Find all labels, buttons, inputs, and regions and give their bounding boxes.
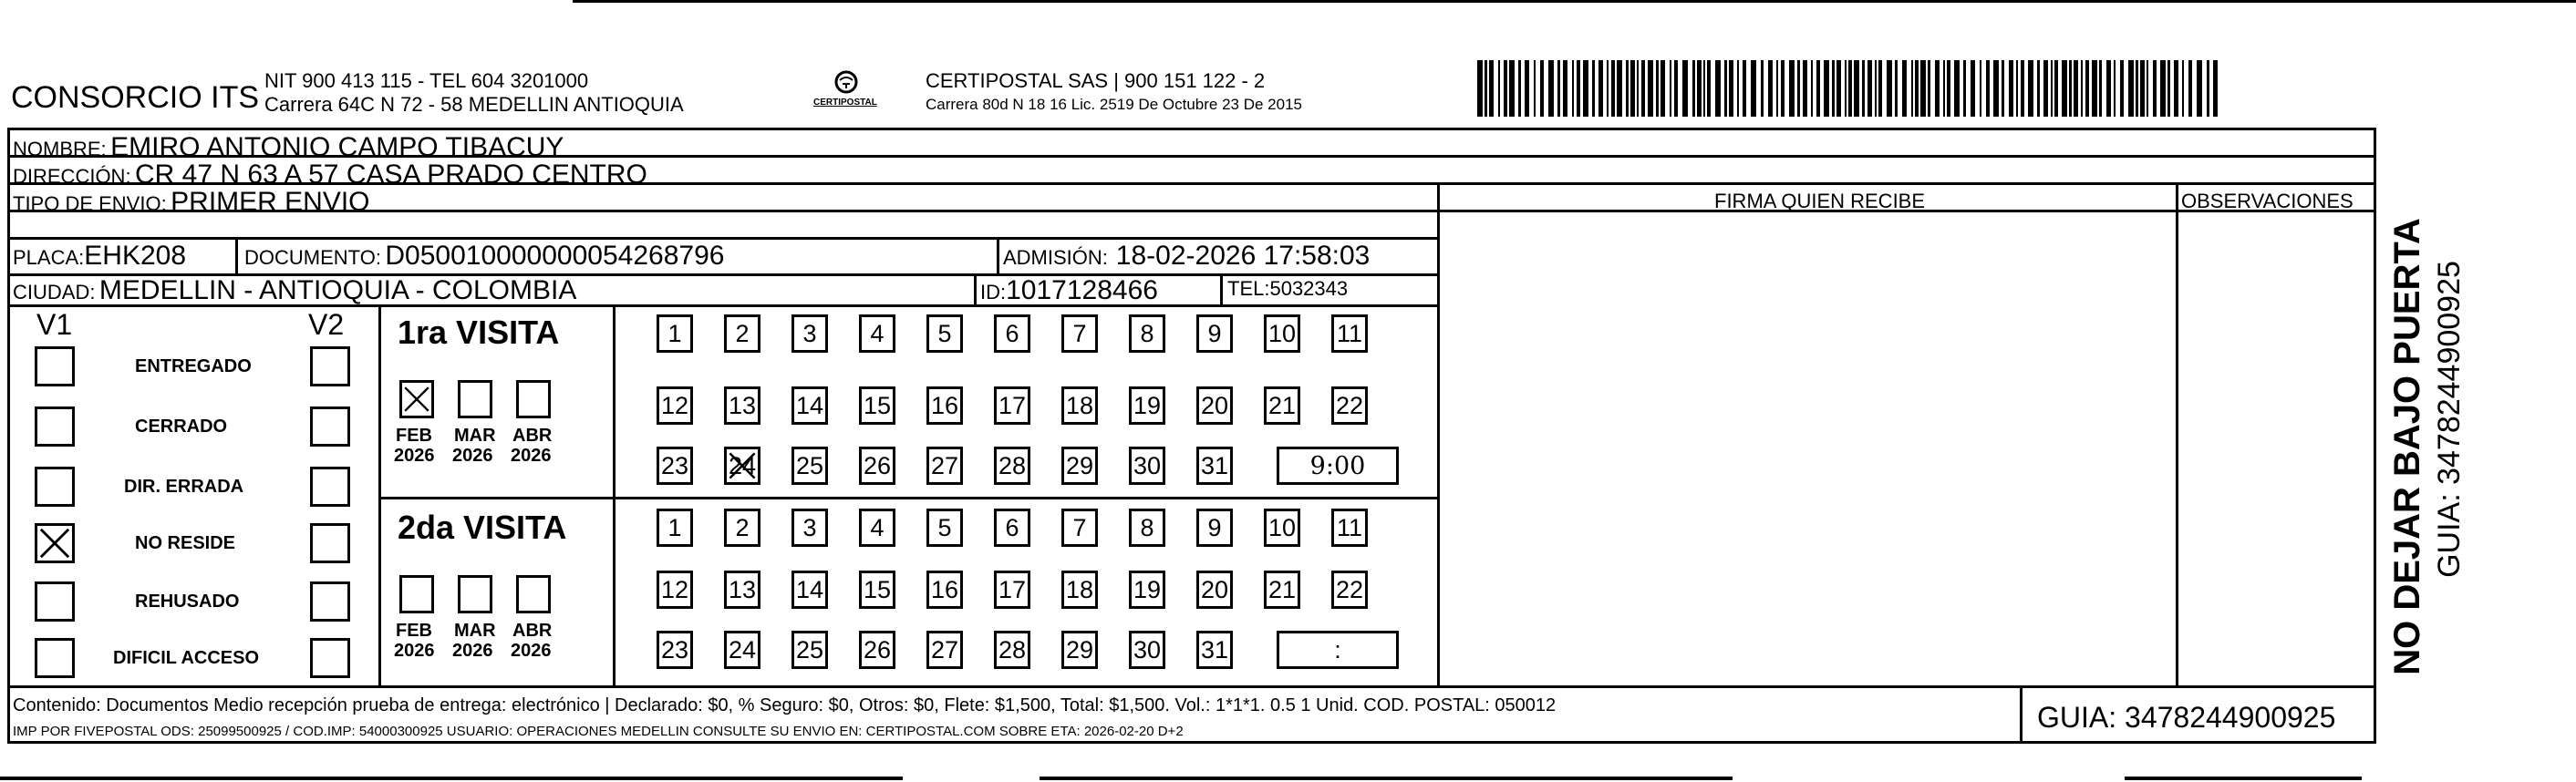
warning-vertical: NO DEJAR BAJO PUERTA — [2387, 218, 2427, 675]
barcode-bar — [1598, 60, 1603, 117]
v1-checkbox[interactable] — [35, 406, 75, 447]
v2-checkbox[interactable] — [310, 467, 350, 507]
day-box[interactable]: 25 — [791, 631, 828, 669]
barcode-bar — [2147, 60, 2148, 117]
barcode-bar — [1656, 60, 1659, 117]
tel-label: TEL: — [1227, 277, 1270, 300]
status-label: REHUSADO — [135, 592, 240, 612]
placa-value: EHK208 — [84, 241, 187, 271]
barcode-bar — [2136, 60, 2138, 117]
time-box[interactable]: : — [1277, 631, 1399, 669]
day-box[interactable]: 16 — [926, 571, 963, 609]
barcode-bar — [2120, 60, 2124, 117]
barcode-bar — [1477, 60, 1483, 117]
barcode-bar — [1715, 60, 1721, 117]
v1-header: V1 — [36, 308, 73, 341]
barcode-bar — [1557, 60, 1560, 117]
barcode-bar — [1980, 60, 1981, 117]
day-box[interactable]: 23 — [657, 631, 693, 669]
barcode-bar — [1697, 60, 1702, 117]
barcode-bar — [1920, 60, 1926, 117]
day-box[interactable]: 12 — [657, 386, 693, 425]
nombre-value: EMIRO ANTONIO CAMPO TIBACUY — [110, 132, 564, 162]
day-box[interactable]: 19 — [1129, 386, 1165, 425]
barcode-bar — [1781, 60, 1785, 117]
day-box[interactable]: 17 — [994, 571, 1030, 609]
barcode-bar — [2043, 60, 2048, 117]
cell-divider — [1220, 273, 1223, 304]
barcode-bar — [1607, 60, 1609, 117]
day-box[interactable]: 11 — [1331, 314, 1368, 353]
status-label: NO RESIDE — [135, 533, 236, 553]
guia-vertical: GUIA: 3478244900925 — [2432, 261, 2467, 578]
barcode-bar — [2188, 60, 2192, 117]
time-box[interactable]: 9:00 — [1277, 447, 1399, 485]
documento-label: DOCUMENTO: — [244, 246, 381, 269]
status-label: DIR. ERRADA — [124, 477, 244, 497]
day-box[interactable]: 2 — [724, 509, 760, 547]
barcode-bar — [1630, 60, 1635, 117]
day-box[interactable]: 1 — [657, 509, 693, 547]
year-label: 2026 — [394, 446, 435, 466]
day-box[interactable]: 18 — [1061, 386, 1098, 425]
day-box[interactable]: 15 — [859, 571, 895, 609]
month-label: ABR — [512, 426, 553, 446]
barcode-bar — [1563, 60, 1567, 117]
barcode-bar — [2081, 60, 2083, 117]
day-box[interactable]: 18 — [1061, 571, 1098, 609]
visit-row-divider — [378, 497, 1439, 499]
barcode-bar — [1854, 60, 1859, 117]
barcode-bar — [1811, 60, 1813, 117]
day-box[interactable]: 31 — [1196, 631, 1233, 669]
year-label: 2026 — [452, 446, 493, 466]
day-box[interactable]: 29 — [1061, 631, 1098, 669]
imp-text: IMP POR FIVEPOSTAL ODS: 25099500925 / COD.IMP: 54000300925 USUARIO: OPERACIONES MEDELLIN CONSULTE SU ENVIO EN: CERTIPOSTAL.COM SOBRE ETA: 2026-02-20 D+2 — [13, 724, 1184, 739]
tipo-value: PRIMER ENVIO — [171, 187, 370, 217]
v2-header: V2 — [308, 308, 345, 341]
barcode-bar — [1761, 60, 1764, 117]
month-label: FEB — [396, 426, 432, 446]
month-checkbox[interactable] — [516, 575, 551, 613]
barcode-bar — [1637, 60, 1639, 117]
day-box[interactable]: 10 — [1264, 509, 1300, 547]
ciudad-label: CIUDAD: — [13, 281, 96, 304]
firma-header: FIRMA QUIEN RECIBE — [1714, 190, 1926, 212]
year-label: 2026 — [511, 446, 552, 466]
status-divider — [378, 304, 381, 685]
barcode-bar — [1641, 60, 1645, 117]
barcode-bar — [1986, 60, 1990, 117]
day-box[interactable]: 3 — [791, 314, 828, 353]
bottom-rule-mid — [1040, 777, 1733, 780]
v2-checkbox[interactable] — [310, 581, 350, 622]
barcode-bar — [1729, 60, 1733, 117]
day-box[interactable]: 27 — [926, 631, 963, 669]
barcode-bar — [1485, 60, 1487, 117]
v1-checkbox[interactable] — [35, 523, 75, 563]
month-label: MAR — [454, 426, 496, 446]
day-box[interactable]: 13 — [724, 571, 760, 609]
id-value: 1017128466 — [1006, 275, 1158, 305]
barcode-bar — [2099, 60, 2102, 117]
barcode-bar — [1611, 60, 1615, 117]
direccion-value: CR 47 N 63 A 57 CASA PRADO CENTRO — [135, 159, 647, 190]
barcode-bar — [1525, 60, 1529, 117]
barcode-bar — [1768, 60, 1773, 117]
barcode-bar — [2021, 60, 2024, 117]
day-box[interactable]: 9 — [1196, 509, 1233, 547]
day-box[interactable]: 26 — [859, 631, 895, 669]
barcode-bar — [1617, 60, 1622, 117]
barcode-bar — [1583, 60, 1588, 117]
day-box[interactable]: 6 — [994, 509, 1030, 547]
cell-divider — [997, 237, 999, 273]
top-rule — [573, 0, 2576, 3]
barcode-bar — [1875, 60, 1877, 117]
barcode-bar — [1895, 60, 1898, 117]
barcode-bar — [1816, 60, 1820, 117]
day-box[interactable]: 25 — [791, 447, 828, 485]
day-box[interactable]: 28 — [994, 631, 1030, 669]
barcode-bar — [2114, 60, 2116, 117]
contenido-text: Contenido: Documentos Medio recepción prueba de entrega: electrónico | Declarado: $0, % Seguro: $0, Otros: $0, Flete: $1,500, Total: $1,500. Vol.: 1*1*1. 0.5 1 Unid. COD. POSTAL: 050012 — [13, 695, 1557, 715]
day-box[interactable]: 29 — [1061, 447, 1098, 485]
month-checkbox[interactable] — [458, 380, 492, 418]
v1-checkbox[interactable] — [35, 638, 75, 678]
bottom-rule-right — [2125, 777, 2362, 780]
barcode-bar — [1963, 60, 1966, 117]
barcode-bar — [2051, 60, 2053, 117]
barcode-bar — [1915, 60, 1919, 117]
barcode-bar — [2085, 60, 2089, 117]
day-box[interactable]: 7 — [1061, 509, 1098, 547]
barcode-bar — [2207, 60, 2209, 117]
barcode-bar — [1674, 60, 1678, 117]
day-box[interactable] — [724, 447, 760, 485]
barcode-bar — [2197, 60, 2202, 117]
day-box[interactable]: 16 — [926, 386, 963, 425]
admision-value: 18-02-2026 17:58:03 — [1115, 241, 1371, 271]
day-box[interactable]: 19 — [1129, 571, 1165, 609]
day-box[interactable]: 11 — [1331, 509, 1368, 547]
barcode-bar — [1902, 60, 1907, 117]
day-box[interactable]: 13 — [724, 386, 760, 425]
status-label: CERRADO — [135, 417, 228, 437]
barcode-bar — [2054, 60, 2058, 117]
v1-checkbox[interactable] — [35, 346, 75, 386]
v2-checkbox[interactable] — [310, 406, 350, 447]
barcode-bar — [1947, 60, 1950, 117]
month-label: ABR — [512, 621, 553, 641]
guia-footer: GUIA: 3478244900925 — [2037, 701, 2336, 734]
barcode-bar — [1572, 60, 1574, 117]
firma-divider — [1437, 182, 1440, 685]
barcode-bar — [2002, 60, 2004, 117]
barcode-bar — [1724, 60, 1727, 117]
day-box[interactable]: 20 — [1196, 386, 1233, 425]
barcode-bar — [1737, 60, 1739, 117]
main-frame — [7, 128, 2376, 744]
barcode-bar — [2213, 60, 2218, 117]
id-label: ID: — [980, 281, 1007, 304]
day-box[interactable]: 15 — [859, 386, 895, 425]
day-box[interactable]: 27 — [926, 447, 963, 485]
barcode — [1477, 60, 2225, 117]
barcode-bar — [2182, 60, 2184, 117]
barcode-bar — [1660, 60, 1665, 117]
barcode-bar — [1911, 60, 1913, 117]
barcode-bar — [1845, 60, 1847, 117]
day-box[interactable]: 26 — [859, 447, 895, 485]
barcode-bar — [1878, 60, 1882, 117]
barcode-bar — [2106, 60, 2111, 117]
v1-checkbox[interactable] — [35, 581, 75, 622]
v2-checkbox[interactable] — [310, 638, 350, 678]
visit-divider — [613, 304, 616, 685]
barcode-bar — [1509, 60, 1515, 117]
year-label: 2026 — [452, 641, 493, 661]
barcode-bar — [1862, 60, 1865, 117]
barcode-bar — [1848, 60, 1852, 117]
day-box[interactable]: 7 — [1061, 314, 1098, 353]
barcode-bar — [1993, 60, 1999, 117]
nit-line: NIT 900 413 115 - TEL 604 3201000 — [264, 69, 589, 92]
day-box[interactable]: 12 — [657, 571, 693, 609]
barcode-bar — [1670, 60, 1671, 117]
day-box[interactable]: 4 — [859, 314, 895, 353]
placa-label: PLACA: — [13, 246, 85, 269]
ciudad-value: MEDELLIN - ANTIOQUIA - COLOMBIA — [98, 275, 577, 305]
barcode-bar — [1682, 60, 1688, 117]
day-box[interactable]: 14 — [791, 386, 828, 425]
day-box[interactable]: 1 — [657, 314, 693, 353]
barcode-bar — [1743, 60, 1746, 117]
day-box[interactable]: 14 — [791, 571, 828, 609]
day-box[interactable]: 10 — [1264, 314, 1300, 353]
barcode-bar — [1954, 60, 1960, 117]
day-box[interactable]: 4 — [859, 509, 895, 547]
day-box[interactable]: 8 — [1129, 314, 1165, 353]
barcode-bar — [2092, 60, 2097, 117]
day-box[interactable]: 24 — [724, 631, 760, 669]
day-box[interactable]: 21 — [1264, 386, 1300, 425]
bottom-rule-left — [0, 777, 903, 780]
status-label: DIFICIL ACCESO — [113, 648, 260, 668]
day-box[interactable]: 22 — [1331, 386, 1368, 425]
v2-checkbox[interactable] — [310, 346, 350, 386]
logo-text: CERTIPOSTAL — [813, 98, 877, 108]
v2-checkbox[interactable] — [310, 523, 350, 563]
month-checkbox[interactable] — [516, 380, 551, 418]
status-label: ENTREGADO — [135, 356, 252, 376]
direccion-label: DIRECCIÓN: — [13, 165, 131, 188]
day-box[interactable]: 5 — [926, 509, 963, 547]
month-checkbox[interactable] — [458, 575, 492, 613]
barcode-bar — [1971, 60, 1975, 117]
barcode-bar — [1928, 60, 1930, 117]
day-box[interactable]: 22 — [1331, 571, 1368, 609]
carrier-address: Carrera 80d N 18 16 Lic. 2519 De Octubre 23 De 2015 — [926, 96, 1302, 113]
day-box[interactable]: 3 — [791, 509, 828, 547]
barcode-bar — [1540, 60, 1544, 117]
barcode-bar — [2167, 60, 2170, 117]
barcode-bar — [1867, 60, 1872, 117]
barcode-bar — [2009, 60, 2013, 117]
day-box[interactable]: 5 — [926, 314, 963, 353]
barcode-bar — [1751, 60, 1756, 117]
barcode-bar — [2128, 60, 2134, 117]
barcode-bar — [1489, 60, 1494, 117]
barcode-bar — [1789, 60, 1795, 117]
barcode-bar — [1548, 60, 1554, 117]
day-box[interactable]: 20 — [1196, 571, 1233, 609]
day-box[interactable]: 23 — [657, 447, 693, 485]
day-box[interactable]: 6 — [994, 314, 1030, 353]
year-label: 2026 — [511, 641, 552, 661]
barcode-bar — [1703, 60, 1705, 117]
barcode-bar — [2016, 60, 2018, 117]
barcode-bar — [2069, 60, 2072, 117]
barcode-bar — [1504, 60, 1507, 117]
tel-value: 5032343 — [1269, 277, 1349, 300]
carrier-line: CERTIPOSTAL SAS | 900 151 122 - 2 — [926, 69, 1266, 92]
day-box[interactable]: 9 — [1196, 314, 1233, 353]
visit-title: 2da VISITA — [398, 509, 567, 546]
certipostal-logo — [810, 67, 883, 113]
barcode-bar — [1824, 60, 1829, 117]
day-box[interactable]: 17 — [994, 386, 1030, 425]
v1-checkbox[interactable] — [35, 467, 75, 507]
company-name: CONSORCIO ITS — [11, 80, 260, 115]
barcode-bar — [2140, 60, 2145, 117]
day-box[interactable]: 8 — [1129, 509, 1165, 547]
barcode-bar — [1518, 60, 1521, 117]
month-checkbox[interactable] — [399, 575, 434, 613]
barcode-bar — [2174, 60, 2178, 117]
nombre-label: NOMBRE: — [13, 138, 107, 160]
barcode-bar — [1943, 60, 1945, 117]
cell-divider — [974, 273, 977, 304]
barcode-bar — [1648, 60, 1653, 117]
day-box[interactable]: 31 — [1196, 447, 1233, 485]
observaciones-divider — [2176, 182, 2178, 685]
barcode-bar — [2028, 60, 2033, 117]
barcode-bar — [1803, 60, 1807, 117]
barcode-bar — [1577, 60, 1580, 117]
cell-divider — [235, 237, 238, 273]
observaciones-header: OBSERVACIONES — [2181, 190, 2354, 212]
barcode-bar — [1935, 60, 1940, 117]
barcode-bar — [1626, 60, 1629, 117]
barcode-bar — [2160, 60, 2166, 117]
barcode-bar — [2037, 60, 2040, 117]
barcode-bar — [2074, 60, 2078, 117]
guia-divider — [2020, 685, 2023, 744]
barcode-bar — [1498, 60, 1500, 117]
day-box[interactable]: 2 — [724, 314, 760, 353]
row-line — [7, 237, 1439, 240]
documento-value: D050010000000054268796 — [385, 241, 725, 271]
day-number: 24 — [728, 451, 757, 479]
barcode-bar — [1836, 60, 1841, 117]
month-label: MAR — [454, 621, 496, 641]
day-box[interactable]: 21 — [1264, 571, 1300, 609]
day-box[interactable]: 28 — [994, 447, 1030, 485]
barcode-bar — [1832, 60, 1835, 117]
year-label: 2026 — [394, 641, 435, 661]
day-box[interactable]: 30 — [1129, 631, 1165, 669]
barcode-bar — [1707, 60, 1711, 117]
barcode-bar — [1534, 60, 1536, 117]
admision-label: ADMISIÓN: — [1003, 246, 1108, 269]
barcode-bar — [2153, 60, 2157, 117]
tipo-label: TIPO DE ENVIO: — [13, 192, 167, 215]
company-address: Carrera 64C N 72 - 58 MEDELLIN ANTIOQUIA — [264, 93, 684, 116]
visit-title: 1ra VISITA — [398, 314, 560, 351]
day-box[interactable]: 30 — [1129, 447, 1165, 485]
barcode-bar — [1692, 60, 1695, 117]
barcode-bar — [1887, 60, 1892, 117]
month-label: FEB — [396, 621, 432, 641]
barcode-bar — [1592, 60, 1595, 117]
barcode-bar — [2062, 60, 2067, 117]
barcode-bar — [1797, 60, 1800, 117]
barcode-bar — [1776, 60, 1778, 117]
month-checkbox[interactable] — [399, 380, 434, 418]
